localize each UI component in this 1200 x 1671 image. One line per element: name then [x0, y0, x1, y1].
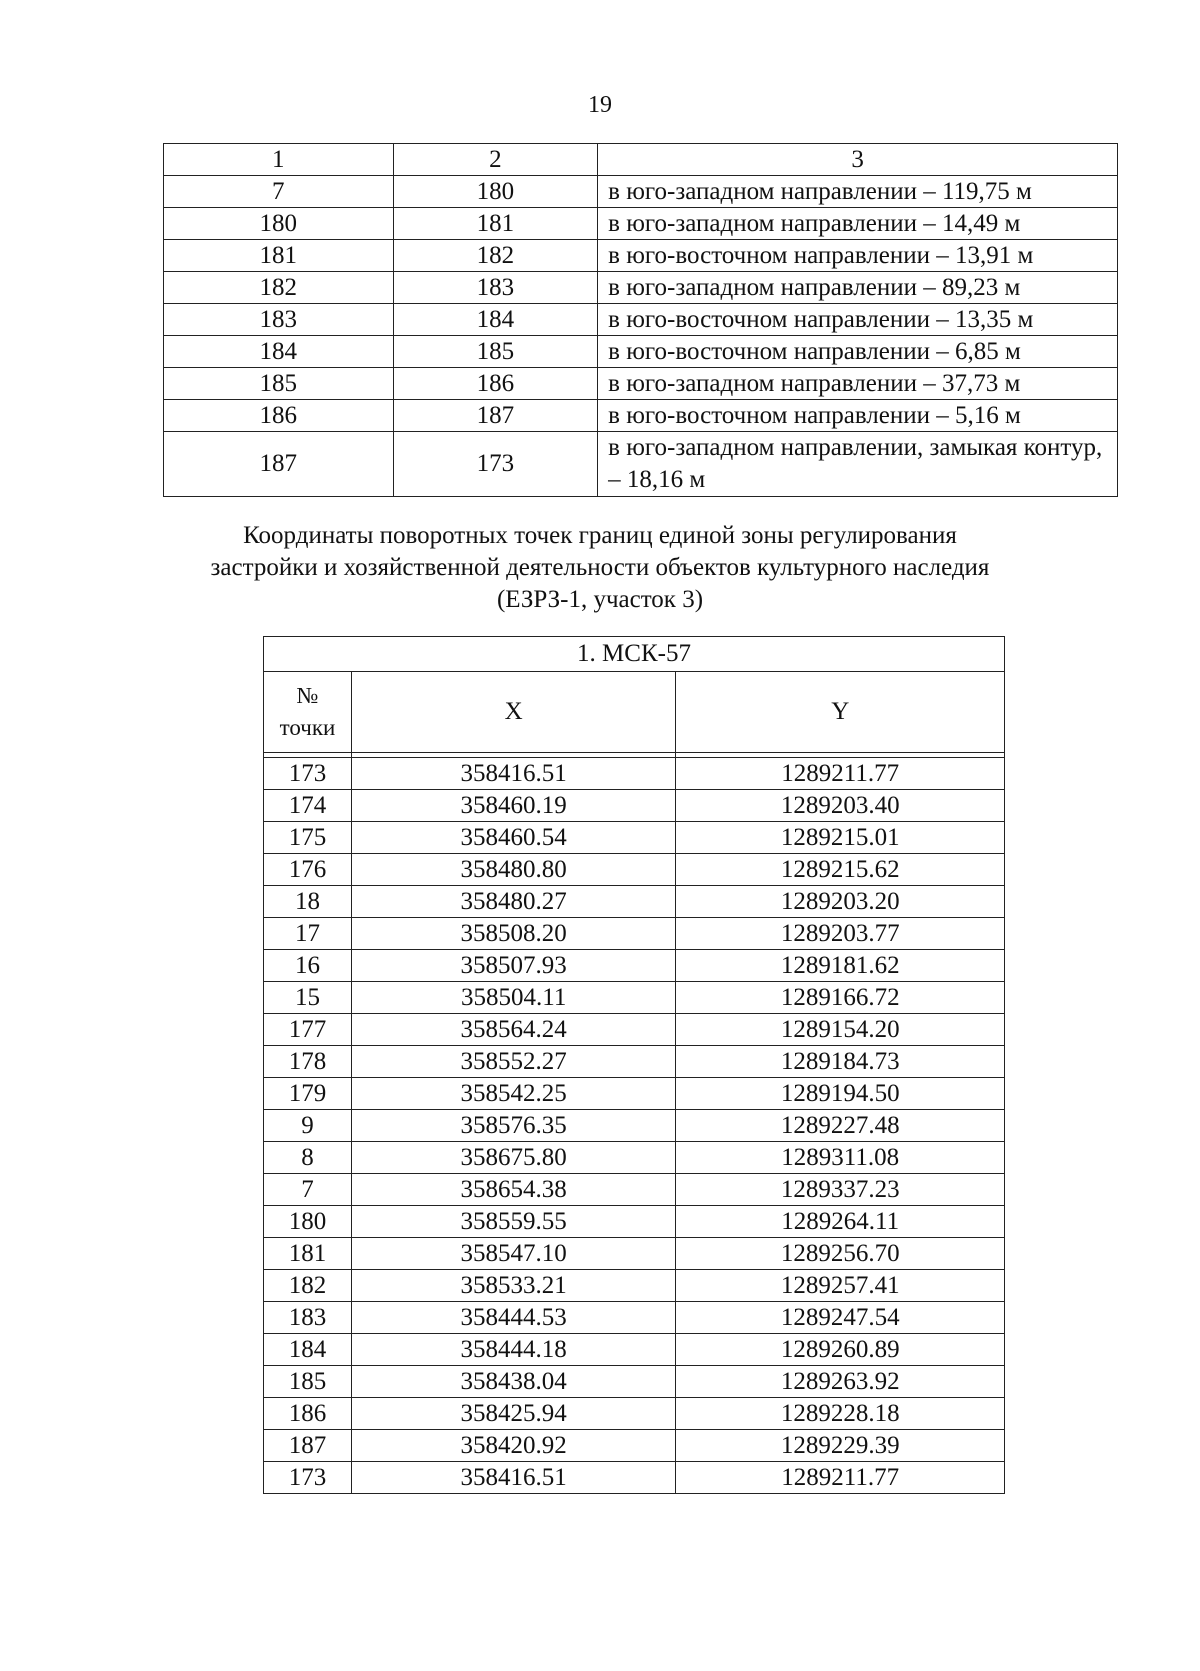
coordinates-table — [263, 636, 1005, 1494]
segment-description: в юго-западном направлении – 14,49 м — [598, 208, 1118, 240]
boundary-segments-table — [163, 143, 1118, 497]
table-row — [264, 1270, 1005, 1302]
table-row — [264, 1142, 1005, 1174]
x-coordinate: 358654.38 — [351, 1174, 676, 1206]
section-title — [180, 520, 1020, 616]
from-point: 7 — [164, 176, 394, 208]
y-coordinate: 1289257.41 — [676, 1270, 1005, 1302]
x-coordinate: 358576.35 — [351, 1110, 676, 1142]
x-coordinate: 358542.25 — [351, 1078, 676, 1110]
point-number: 173 — [264, 758, 352, 790]
point-number: 176 — [264, 854, 352, 886]
x-coordinate: 358460.54 — [351, 822, 676, 854]
page-number: 19 — [588, 92, 612, 118]
table-row — [264, 886, 1005, 918]
from-point: 187 — [164, 432, 394, 497]
y-coordinate: 1289215.01 — [676, 822, 1005, 854]
table-row — [264, 1078, 1005, 1110]
column-header-y: Y — [676, 672, 1005, 753]
table-row — [264, 1302, 1005, 1334]
x-coordinate: 358552.27 — [351, 1046, 676, 1078]
x-coordinate: 358507.93 — [351, 950, 676, 982]
table-row — [264, 982, 1005, 1014]
y-coordinate: 1289229.39 — [676, 1430, 1005, 1462]
x-coordinate: 358480.80 — [351, 854, 676, 886]
y-coordinate: 1289203.20 — [676, 886, 1005, 918]
from-point: 183 — [164, 304, 394, 336]
x-coordinate: 358480.27 — [351, 886, 676, 918]
column-header-point-number — [264, 672, 352, 753]
table-row — [264, 1334, 1005, 1366]
point-number: 184 — [264, 1334, 352, 1366]
x-coordinate: 358420.92 — [351, 1430, 676, 1462]
to-point: 184 — [393, 304, 598, 336]
table-row — [264, 1238, 1005, 1270]
y-coordinate: 1289211.77 — [676, 1462, 1005, 1494]
y-coordinate: 1289154.20 — [676, 1014, 1005, 1046]
segment-description: в юго-восточном направлении – 13,35 м — [598, 304, 1118, 336]
from-point: 180 — [164, 208, 394, 240]
segment-description: в юго-западном направлении – 37,73 м — [598, 368, 1118, 400]
y-coordinate: 1289247.54 — [676, 1302, 1005, 1334]
table-row — [264, 1046, 1005, 1078]
table-row — [264, 1366, 1005, 1398]
point-number: 16 — [264, 950, 352, 982]
point-number: 183 — [264, 1302, 352, 1334]
segment-description: в юго-восточном направлении – 6,85 м — [598, 336, 1118, 368]
table-row — [164, 304, 1118, 336]
point-number: 187 — [264, 1430, 352, 1462]
table-row — [164, 336, 1118, 368]
point-number: 185 — [264, 1366, 352, 1398]
point-number: 175 — [264, 822, 352, 854]
to-point: 187 — [393, 400, 598, 432]
x-coordinate: 358564.24 — [351, 1014, 676, 1046]
table-row — [264, 822, 1005, 854]
x-coordinate: 358460.19 — [351, 790, 676, 822]
table-row — [264, 1110, 1005, 1142]
table-row — [264, 1206, 1005, 1238]
to-point: 180 — [393, 176, 598, 208]
table-row — [164, 368, 1118, 400]
table-row — [264, 790, 1005, 822]
x-coordinate: 358438.04 — [351, 1366, 676, 1398]
point-number: 181 — [264, 1238, 352, 1270]
x-coordinate: 358444.53 — [351, 1302, 676, 1334]
point-number: 17 — [264, 918, 352, 950]
point-number: 178 — [264, 1046, 352, 1078]
y-coordinate: 1289311.08 — [676, 1142, 1005, 1174]
y-coordinate: 1289181.62 — [676, 950, 1005, 982]
y-coordinate: 1289184.73 — [676, 1046, 1005, 1078]
to-point: 182 — [393, 240, 598, 272]
section-title-line: Координаты поворотных точек границ единой зоны регулирования — [243, 522, 957, 549]
section-title-line: застройки и хозяйственной деятельности объектов культурного наследия — [210, 554, 990, 581]
y-coordinate: 1289264.11 — [676, 1206, 1005, 1238]
y-coordinate: 1289215.62 — [676, 854, 1005, 886]
header-no-label: точки — [279, 715, 336, 740]
x-coordinate: 358547.10 — [351, 1238, 676, 1270]
to-point: 183 — [393, 272, 598, 304]
table-row — [264, 1398, 1005, 1430]
from-point: 184 — [164, 336, 394, 368]
column-header-1: 1 — [164, 144, 394, 176]
table-row — [264, 1462, 1005, 1494]
point-number: 182 — [264, 1270, 352, 1302]
table-row — [164, 432, 1118, 497]
column-header-x: X — [351, 672, 676, 753]
point-number: 18 — [264, 886, 352, 918]
point-number: 9 — [264, 1110, 352, 1142]
segment-description: в юго-западном направлении – 89,23 м — [598, 272, 1118, 304]
y-coordinate: 1289166.72 — [676, 982, 1005, 1014]
x-coordinate: 358675.80 — [351, 1142, 676, 1174]
segment-description: в юго-западном направлении – 119,75 м — [598, 176, 1118, 208]
from-point: 186 — [164, 400, 394, 432]
table-row — [264, 918, 1005, 950]
point-number: 173 — [264, 1462, 352, 1494]
y-coordinate: 1289211.77 — [676, 758, 1005, 790]
from-point: 181 — [164, 240, 394, 272]
table-row — [264, 950, 1005, 982]
segment-description: в юго-восточном направлении – 13,91 м — [598, 240, 1118, 272]
x-coordinate: 358508.20 — [351, 918, 676, 950]
point-number: 15 — [264, 982, 352, 1014]
column-header-2: 2 — [393, 144, 598, 176]
point-number: 180 — [264, 1206, 352, 1238]
header-no-symbol: № — [296, 683, 319, 708]
segment-description: в юго-западном направлении, замыкая контур, – 18,16 м — [598, 432, 1118, 497]
coordinate-system-row — [264, 637, 1005, 672]
point-number: 186 — [264, 1398, 352, 1430]
to-point: 173 — [393, 432, 598, 497]
from-point: 185 — [164, 368, 394, 400]
to-point: 186 — [393, 368, 598, 400]
coordinate-system: 1. МСК-57 — [264, 637, 1005, 672]
x-coordinate: 358444.18 — [351, 1334, 676, 1366]
column-header-3: 3 — [598, 144, 1118, 176]
y-coordinate: 1289227.48 — [676, 1110, 1005, 1142]
table-row — [264, 1430, 1005, 1462]
table-row — [164, 272, 1118, 304]
x-coordinate: 358416.51 — [351, 1462, 676, 1494]
y-coordinate: 1289203.40 — [676, 790, 1005, 822]
y-coordinate: 1289263.92 — [676, 1366, 1005, 1398]
y-coordinate: 1289337.23 — [676, 1174, 1005, 1206]
table-header-row — [164, 144, 1118, 176]
to-point: 181 — [393, 208, 598, 240]
table-row — [164, 400, 1118, 432]
point-number: 174 — [264, 790, 352, 822]
y-coordinate: 1289228.18 — [676, 1398, 1005, 1430]
table-row — [164, 240, 1118, 272]
to-point: 185 — [393, 336, 598, 368]
x-coordinate: 358416.51 — [351, 758, 676, 790]
y-coordinate: 1289203.77 — [676, 918, 1005, 950]
point-number: 179 — [264, 1078, 352, 1110]
x-coordinate: 358533.21 — [351, 1270, 676, 1302]
table-header-row — [264, 672, 1005, 753]
y-coordinate: 1289260.89 — [676, 1334, 1005, 1366]
from-point: 182 — [164, 272, 394, 304]
y-coordinate: 1289194.50 — [676, 1078, 1005, 1110]
table-row — [264, 1174, 1005, 1206]
x-coordinate: 358425.94 — [351, 1398, 676, 1430]
table-row — [264, 854, 1005, 886]
point-number: 7 — [264, 1174, 352, 1206]
section-title-line: (ЕЗРЗ-1, участок 3) — [496, 586, 704, 613]
table-row — [264, 758, 1005, 790]
x-coordinate: 358559.55 — [351, 1206, 676, 1238]
table-row — [164, 176, 1118, 208]
point-number: 177 — [264, 1014, 352, 1046]
table-row — [164, 208, 1118, 240]
point-number: 8 — [264, 1142, 352, 1174]
table-row — [264, 1014, 1005, 1046]
x-coordinate: 358504.11 — [351, 982, 676, 1014]
y-coordinate: 1289256.70 — [676, 1238, 1005, 1270]
segment-description: в юго-восточном направлении – 5,16 м — [598, 400, 1118, 432]
